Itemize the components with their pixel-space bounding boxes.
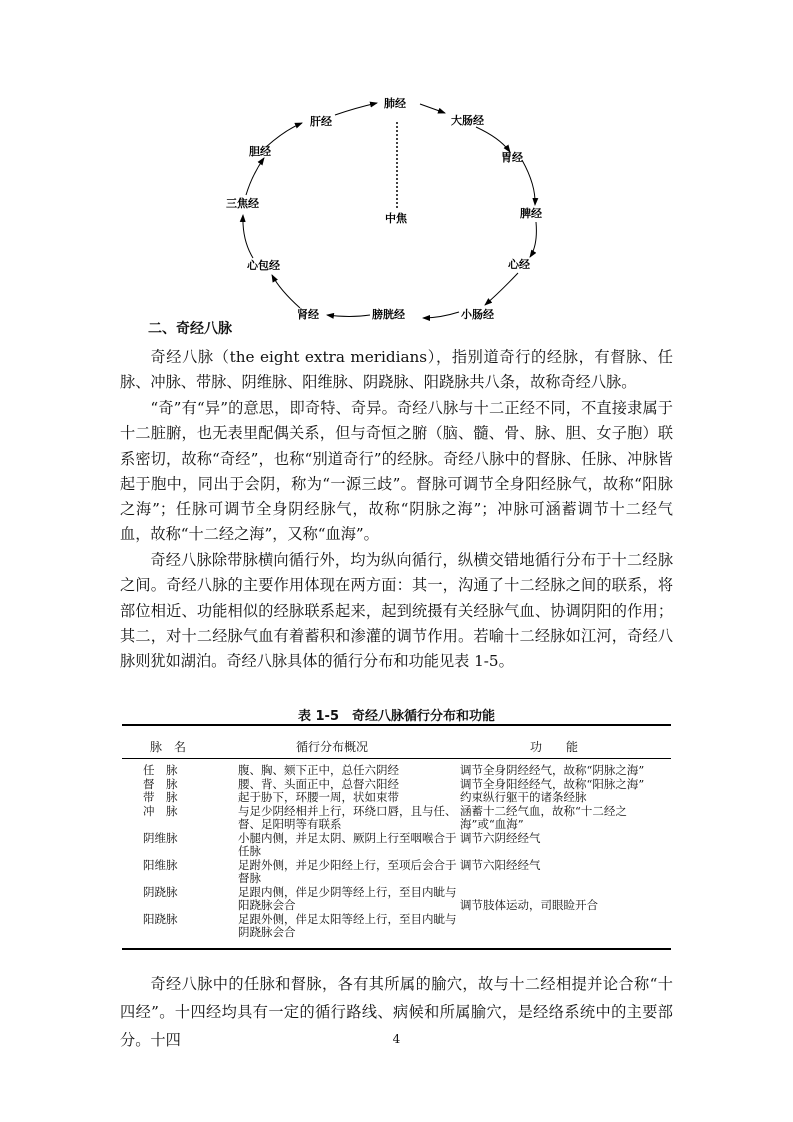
header-function: 功 能: [530, 740, 579, 754]
cell-dist: 足跟外侧，伴足太阳等经上行，至目内眦与阴跷脉会合: [238, 911, 457, 939]
cell-dist: 足跗外侧，并足少阳经上行，至项后会合于督脉: [238, 857, 457, 885]
cell-dist: 腹、胸、颏下正中，总任六阴经: [238, 763, 399, 777]
table-row: [122, 832, 671, 859]
node-liver: 肝经: [310, 115, 332, 128]
node-stomach: 胃经: [501, 151, 523, 164]
node-gallbladder: 胆经: [249, 145, 271, 158]
table-body: [122, 764, 671, 940]
table-row: [122, 913, 671, 940]
cell-name: 冲 脉: [143, 803, 178, 818]
table-row: [122, 778, 671, 792]
section-heading: 二、奇经八脉: [148, 321, 232, 337]
node-heart: 心经: [508, 258, 530, 271]
cell-name: 任 脉: [143, 763, 178, 777]
cell-dist: 足跟内侧，伴足少阴等经上行，至目内眦与阳跷脉会合: [238, 884, 457, 912]
arrow: [420, 104, 445, 113]
table-row: [122, 791, 671, 805]
cell-name: 阳维脉: [143, 857, 178, 872]
cell-func: 调节全身阴经经气，故称“阴脉之海”: [460, 763, 645, 777]
cell-func: [460, 913, 671, 940]
meridian-cycle-diagram: [0, 0, 793, 330]
table-row: [122, 764, 671, 778]
node-bladder: 膀胱经: [372, 308, 405, 321]
cell-func: 调节六阴经经气: [460, 830, 541, 845]
node-pericardium: 心包经: [247, 259, 280, 272]
page-number: 4: [392, 1032, 401, 1046]
cell-dist: 腰、背、头面正中，总督六阳经: [238, 776, 399, 791]
cell-name: 阴维脉: [143, 830, 178, 845]
table-top-rule: [122, 724, 671, 726]
cell-dist: 起于胁下，环腰一周，状如束带: [238, 790, 399, 804]
table-bottom-rule: [122, 948, 671, 950]
cell-name: 督 脉: [143, 776, 178, 791]
cell-func: 涵蓄十二经气血，故称“十二经之海”或“血海”: [460, 803, 627, 831]
table-caption: 表 1-5 奇经八脉循行分布和功能: [297, 709, 495, 724]
header-name: 脉 名: [150, 740, 187, 754]
header-distribution: 循行分布概况: [296, 740, 369, 754]
node-lung: 肺经: [384, 97, 406, 110]
node-kidney: 肾经: [297, 308, 319, 321]
closing-paragraph: 奇经八脉中的任脉和督脉，各有其所属的腧穴，故与十二经相提并论合称“十四经”。十四经均具有一定的循行路线、病候和所属腧穴，是经络系统中的主要部分。十四: [120, 975, 673, 1049]
cell-name: 带 脉: [143, 790, 178, 804]
table-header-rule: [122, 758, 671, 759]
cell-func: 调节全身阳经经气，故称“阳脉之海”: [460, 776, 645, 791]
node-triple-burner: 三焦经: [226, 197, 259, 210]
paragraph-1: 奇经八脉（the eight extra meridians），指别道奇行的经脉，有督脉、任脉、冲脉、带脉、阴维脉、阳维脉、阴跷脉、阳跷脉共八条，故称奇经八脉。: [120, 348, 673, 392]
table-row: [122, 805, 671, 832]
cell-func: 约束纵行躯干的诸条经脉: [460, 790, 587, 804]
cell-dist: 小腿内侧，并足太阴、厥阴上行至咽喉合于任脉: [238, 830, 457, 858]
table-row: [122, 859, 671, 886]
cell-name: 阳跷脉: [143, 911, 178, 926]
shared-function-cell: 调节肢体运动，司眼睑开合: [460, 898, 598, 912]
node-spleen: 脾经: [520, 207, 542, 220]
cell-name: 阴跷脉: [143, 884, 178, 899]
node-middle-burner: 中焦: [385, 212, 407, 225]
paragraph-2: “奇”有“异”的意思，即奇特、奇异。奇经八脉与十二正经不同，不直接隶属于十二脏腑，也无表里配偶关系，但与奇恒之腑（脑、髓、骨、脉、胆、女子胞）联系密切，故称“奇经”，也称“别道奇行”的经脉。奇经八脉中的督脉、任脉、冲脉皆起于胞中，同出于会阴，称为“一源三歧”。督脉可调节全身阳经脉气，故称“阳脉之海”；任脉可调节全身阴经脉气，故称“阴脉之海”；冲脉可涵蓄调节十二经气血，故称“十二经之海”，又称“血海”。: [120, 399, 673, 544]
node-small-intestine: 小肠经: [461, 308, 494, 321]
paragraph-3: 奇经八脉除带脉横向循行外，均为纵向循行，纵横交错地循行分布于十二经脉之间。奇经八脉的主要作用体现在两方面：其一，沟通了十二经脉之间的联系，将部位相近、功能相似的经脉联系起来，起到统摄有关经脉气血、协调阴阳的作用；其二，对十二经脉气血有着蓄积和渗灌的调节作用。若喻十二经脉如江河，奇经八脉则犹如湖泊。奇经八脉具体的循行分布和功能见表 1-5。: [120, 551, 673, 671]
cell-func: 调节六阳经经气: [460, 857, 541, 872]
node-large-intestine: 大肠经: [451, 114, 484, 127]
cell-dist: 与足少阴经相并上行，环绕口唇，且与任、督、足阳明等有联系: [238, 803, 457, 831]
